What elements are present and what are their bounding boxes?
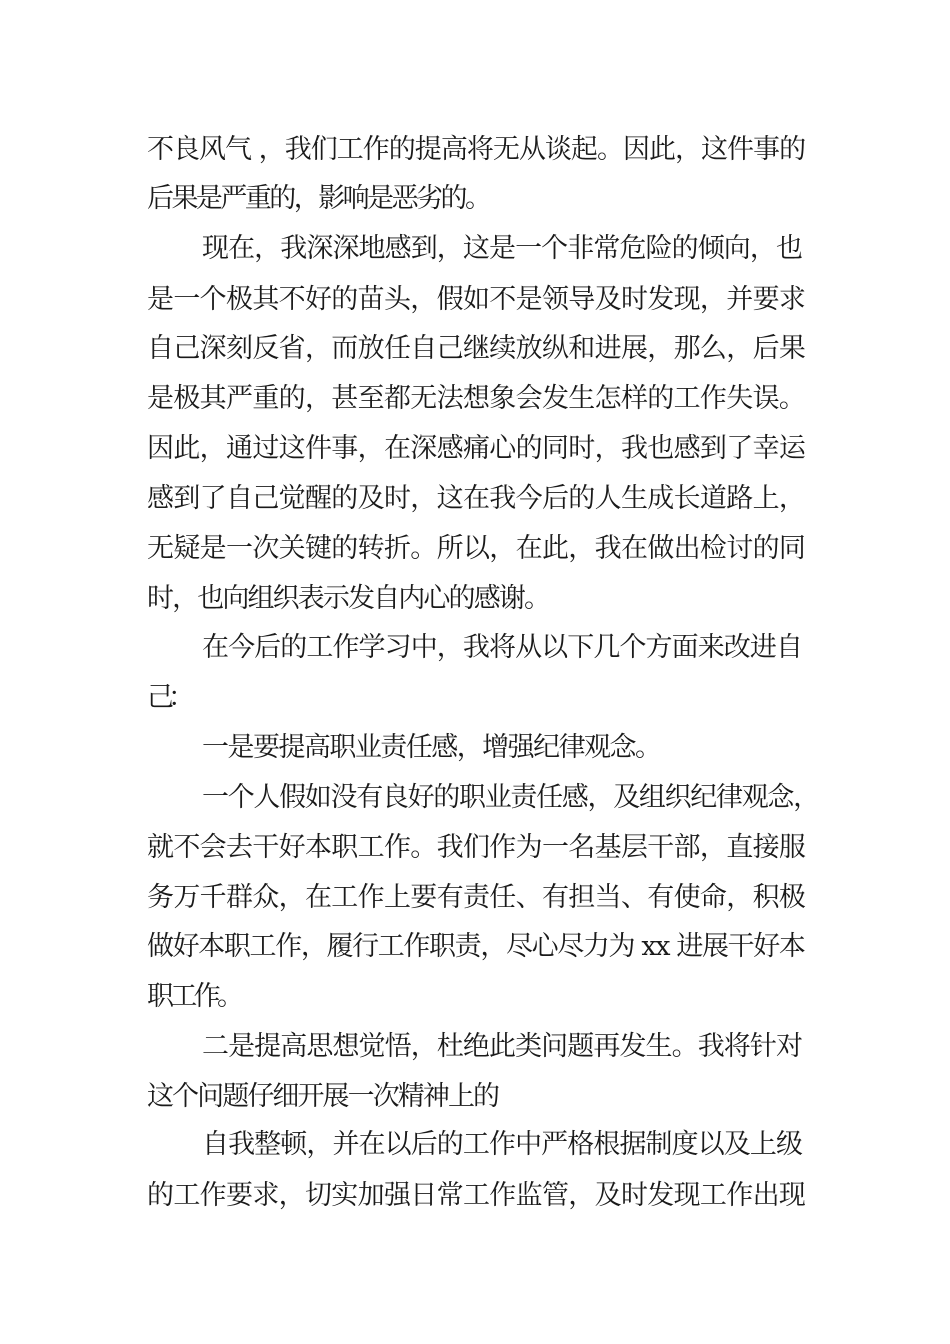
- text-line: 自我整顿，并在以后的工作中严格根据制度以及上级: [202, 1129, 803, 1160]
- text-line: 是极其严重的，甚至都无法想象会发生怎样的工作失误。: [147, 383, 806, 414]
- text-line: 现在，我深深地感到，这是一个非常危险的倾向，也: [202, 233, 803, 264]
- text-line: 后果是严重的，影响是恶劣的。: [147, 183, 490, 214]
- text-line: 无疑是一次关键的转折。所以，在此，我在做出检讨的同: [147, 533, 806, 564]
- text-line: 一是要提高职业责任感，增强纪律观念。: [202, 732, 661, 763]
- text-line: 不良风气 ，我们工作的提高将无从谈起。因此，这件事的: [147, 134, 806, 165]
- text-line: 这个问题仔细开展一次精神上的: [147, 1081, 499, 1112]
- text-line: 在今后的工作学习中，我将从以下几个方面来改进自: [202, 632, 803, 663]
- text-line: 时，也向组织表示发自内心的感谢。: [147, 583, 550, 614]
- text-line: 自己深刻反省，而放任自己继续放纵和进展，那么，后果: [147, 333, 806, 364]
- text-line: 因此，通过这件事，在深感痛心的同时，我也感到了幸运: [147, 433, 806, 464]
- text-line: 二是提高思想觉悟，杜绝此类问题再发生。我将针对: [202, 1031, 803, 1062]
- text-line: 的工作要求，切实加强日常工作监管，及时发现工作出现: [147, 1180, 806, 1211]
- text-line: 做好本职工作，履行工作职责，尽心尽力为 xx 进展干好本: [147, 931, 805, 962]
- text-line: 是一个极其不好的苗头，假如不是领导及时发现，并要求: [147, 284, 806, 315]
- text-line: 就不会去干好本职工作。我们作为一名基层干部，直接服: [147, 832, 806, 863]
- text-line: 感到了自己觉醒的及时，这在我今后的人生成长道路上，: [147, 483, 806, 514]
- text-line: 一个人假如没有良好的职业责任感，及组织纪律观念，: [202, 782, 819, 813]
- text-line: 务万千群众，在工作上要有责任、有担当、有使命，积极: [147, 882, 806, 913]
- text-line: 己：: [147, 682, 189, 713]
- text-line: 职工作。: [147, 981, 241, 1012]
